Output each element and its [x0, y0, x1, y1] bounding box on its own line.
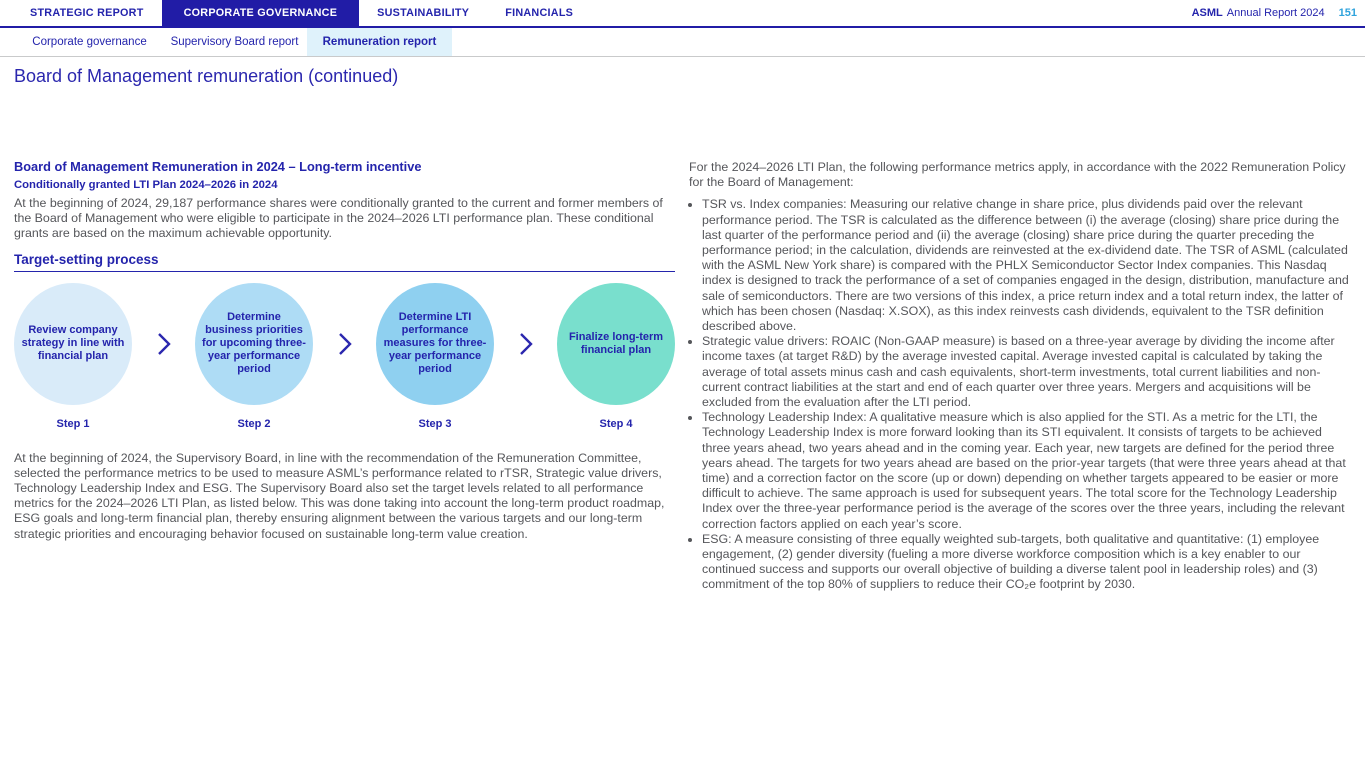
left-column [14, 160, 675, 593]
top-navigation [0, 0, 1365, 28]
metric-esg-item: • ESG: A measure consisting of three equally weighted sub-targets, both qualitative and quantitative: (1) employee engagement, (2) gender diversity (fueling a more diverse workforce composition which is a key enabler to our continued success and supports our overall objective of building a diverse talent pool in leadership roles) and (3) commitment of the top 80% of suppliers to reduce their CO₂e footprint by 2030. [702, 532, 1351, 593]
subtab-supervisory-board-report[interactable]: Supervisory Board report [170, 36, 299, 48]
step-4-circle [557, 283, 675, 405]
step-4-text: Finalize long-term financial plan [568, 330, 664, 356]
step-1-circle [14, 283, 132, 405]
process-step-3 [376, 283, 494, 430]
chevron-right-icon [337, 332, 353, 361]
metrics-intro-paragraph: For the 2024–2026 LTI Plan, the following performance metrics apply, in accordance with the 2022 Remuneration Policy for the Board of Management: [689, 160, 1346, 190]
subtab-remuneration-report[interactable]: Remuneration report [307, 28, 452, 56]
sub-navigation [0, 28, 1365, 57]
process-step-1 [14, 283, 132, 430]
metric-tsr-item: • TSR vs. Index companies: Measuring our relative change in share price, plus dividends paid over the relevant performance period. The TSR is calculated as the difference between (i) the average (closing) share price during the last quarter of the performance period and (ii) the average (closing) share price during the quarter preceding the performance period; in the calculation, dividends are reinvested at the ex-dividend date. The TSR of ASML (calculated with the ASML New York share) is compared with the PHLX Semiconductor Sector Index companies. This Nasdaq index is designed to track the performance of a set of companies engaged in the design, distribution, manufacture and sale of semiconductors. There are two versions of this index, a price return index and a total return index, the latter of which has been chosen (Nasdaq: X.SOX), as this index reinvests cash dividends, equivalent to the TSR definition described above. [702, 197, 1351, 334]
step-3-label: Step 3 [418, 417, 452, 430]
process-step-4 [557, 283, 675, 430]
process-step-2 [195, 283, 313, 430]
step-1-text: Review company strategy in line with financial plan [21, 324, 125, 363]
step-3-text: Determine LTI performance measures for three-year performance period [383, 311, 487, 376]
step-2-circle [195, 283, 313, 405]
step-2-label: Step 2 [237, 417, 271, 430]
step-4-label: Step 4 [599, 417, 633, 430]
tab-corporate-governance[interactable]: CORPORATE GOVERNANCE [162, 0, 360, 26]
granted-shares-paragraph: At the beginning of 2024, 29,187 performance shares were conditionally granted to the current and former members of the Board of Management who were eligible to participate in the 2024–2026 LTI performance plan. These conditional grants are based on the maximum achievable opportunity. [14, 196, 663, 241]
target-setting-process-diagram [14, 283, 675, 430]
subtab-corporate-governance[interactable]: Corporate governance [32, 36, 147, 48]
report-brand [1192, 0, 1365, 26]
tab-strategic-report[interactable]: STRATEGIC REPORT [30, 7, 144, 19]
page-title: Board of Management remuneration (continued) [14, 66, 399, 86]
target-setting-process-heading: Target-setting process [14, 253, 675, 272]
step-2-text: Determine business priorities for upcoming three-year performance period [202, 311, 306, 376]
brand-name: ASML [1191, 7, 1223, 19]
metric-strategic-value-drivers-item: • Strategic value drivers: ROAIC (Non-GAAP measure) is based on a three-year average by dividing the income after income taxes (at target R&D) by the average invested capital. Average invested capital is calculated by taking the average of total assets minus cash and cash equivalents, short-term investments, total current liabilities and non-current contract liabilities at the start and end of each quarter over three years. Mergers and acquisitions will be excluded from the evaluation after the LTI period. [702, 334, 1351, 410]
chevron-right-icon [518, 332, 534, 361]
step-1-label: Step 1 [56, 417, 90, 430]
section-heading: Board of Management Remuneration in 2024 – Long-term incentive [14, 159, 422, 174]
performance-metrics-list [689, 197, 1351, 592]
tab-financials[interactable]: FINANCIALS [505, 7, 574, 19]
brand-report-title: Annual Report 2024 [1226, 7, 1325, 19]
metric-technology-leadership-index-item: • Technology Leadership Index: A qualitative measure which is also applied for the STI. As a metric for the LTI, the Technology Leadership Index is more forward looking than its STI equivalent. It consists of targets to be achieved three years ahead, two years ahead and in the coming year. Each year, new targets are defined for the period three years ahead. The targets for two years ahead are based on the prior-year targets (that were three years ahead at that time) and a correction factor on the score (up or down) depending on whether targets appeared to be easier or more difficult to achieve. The same approach is used for subsequent years. The total score for the Technology Leadership Index over the three-year performance period is the average of the scores over the three years, including the relevant correction factors applied on each year’s score. [702, 410, 1351, 532]
supervisory-board-paragraph: At the beginning of 2024, the Supervisory Board, in line with the recommendation of the Remuneration Committee, selected the performance metrics to be used to measure ASML’s performance related to rTSR, Strategic value drivers, Technology Leadership Index and ESG. The Supervisory Board also set the target levels related to all performance metrics for the 2024–2026 LTI Plan, as listed below. This was done taking into account the long-term product roadmap, ESG goals and long-term financial plan, thereby ensuring alignment between the various targets and our long-term strategic priorities and encouraging behavior focused on sustainable long-term value creation. [14, 450, 665, 541]
content-columns [0, 160, 1365, 593]
topnav-spacer [591, 0, 1191, 26]
chevron-right-icon [156, 332, 172, 361]
right-column [689, 160, 1351, 593]
step-3-circle [376, 283, 494, 405]
lti-plan-subheading: Conditionally granted LTI Plan 2024–2026 in 2024 [14, 179, 278, 191]
page-number: 151 [1338, 7, 1357, 19]
tab-sustainability[interactable]: SUSTAINABILITY [377, 7, 470, 19]
